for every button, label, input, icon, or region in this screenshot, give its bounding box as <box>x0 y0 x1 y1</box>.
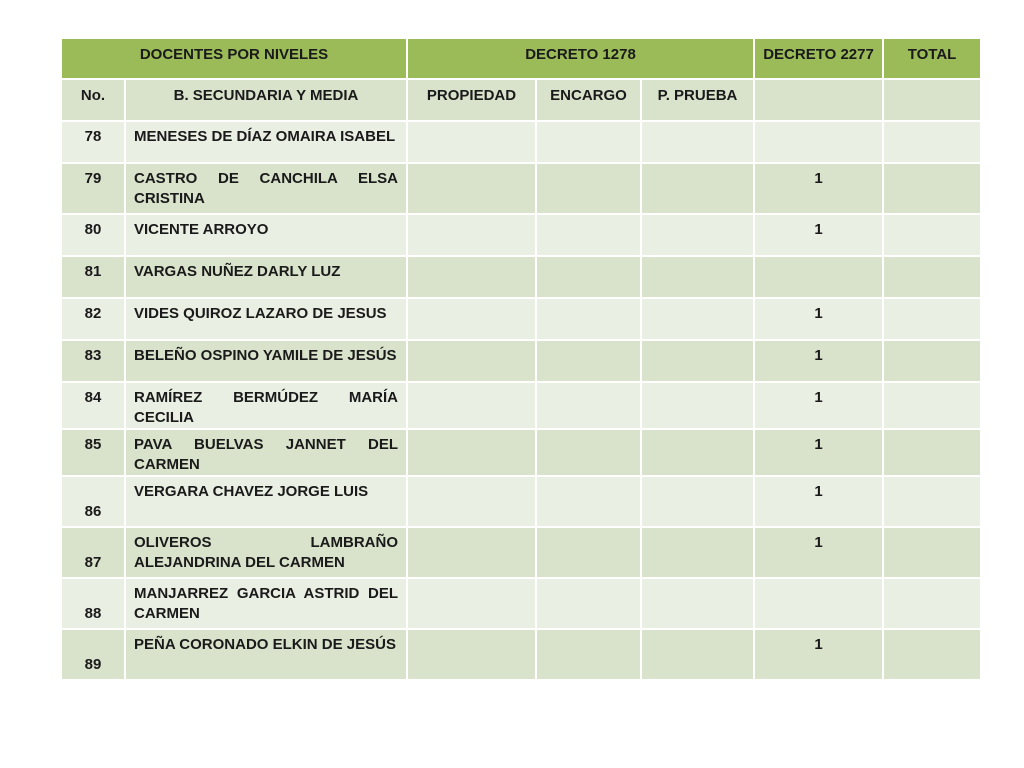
row-total <box>883 382 981 429</box>
row-p-prueba <box>641 527 754 578</box>
row-total <box>883 256 981 298</box>
row-total <box>883 429 981 476</box>
subheader-propiedad: PROPIEDAD <box>407 79 536 121</box>
row-decreto-2277: 1 <box>754 527 883 578</box>
header-docentes-por-niveles: DOCENTES POR NIVELES <box>61 38 407 79</box>
row-encargo <box>536 256 641 298</box>
row-decreto-2277: 1 <box>754 629 883 680</box>
table-row <box>61 256 981 298</box>
table-row <box>61 578 981 629</box>
row-number: 79 <box>61 163 125 214</box>
table-row <box>61 214 981 256</box>
row-p-prueba <box>641 476 754 527</box>
row-name: VIDES QUIROZ LAZARO DE JESUS <box>125 298 407 340</box>
row-propiedad <box>407 527 536 578</box>
row-name: CASTRO DE CANCHILA ELSA CRISTINA <box>125 163 407 214</box>
row-name: VICENTE ARROYO <box>125 214 407 256</box>
row-decreto-2277: 1 <box>754 340 883 382</box>
header-row <box>61 38 981 79</box>
row-name: PEÑA CORONADO ELKIN DE JESÚS <box>125 629 407 680</box>
row-propiedad <box>407 298 536 340</box>
row-encargo <box>536 578 641 629</box>
subheader-empty-total <box>883 79 981 121</box>
row-decreto-2277: 1 <box>754 476 883 527</box>
header-decreto-1278: DECRETO 1278 <box>407 38 754 79</box>
row-total <box>883 163 981 214</box>
header-decreto-2277: DECRETO 2277 <box>754 38 883 79</box>
row-total <box>883 340 981 382</box>
row-p-prueba <box>641 340 754 382</box>
row-encargo <box>536 121 641 163</box>
row-total <box>883 527 981 578</box>
table-row <box>61 298 981 340</box>
subheader-secundaria-media: B. SECUNDARIA Y MEDIA <box>125 79 407 121</box>
row-propiedad <box>407 214 536 256</box>
row-p-prueba <box>641 629 754 680</box>
row-encargo <box>536 476 641 527</box>
subheader-no: No. <box>61 79 125 121</box>
table-row <box>61 340 981 382</box>
row-propiedad <box>407 121 536 163</box>
table-row <box>61 629 981 680</box>
row-number: 80 <box>61 214 125 256</box>
row-name: OLIVEROS LAMBRAÑO ALEJANDRINA DEL CARMEN <box>125 527 407 578</box>
row-propiedad <box>407 578 536 629</box>
subheader-encargo: ENCARGO <box>536 79 641 121</box>
row-encargo <box>536 382 641 429</box>
row-total <box>883 578 981 629</box>
row-name: MENESES DE DÍAZ OMAIRA ISABEL <box>125 121 407 163</box>
row-number: 88 <box>61 578 125 629</box>
row-name: PAVA BUELVAS JANNET DEL CARMEN <box>125 429 407 476</box>
docentes-table <box>60 37 982 681</box>
row-encargo <box>536 340 641 382</box>
row-propiedad <box>407 429 536 476</box>
subheader-row <box>61 79 981 121</box>
row-number: 81 <box>61 256 125 298</box>
row-name: VARGAS NUÑEZ DARLY LUZ <box>125 256 407 298</box>
row-decreto-2277: 1 <box>754 163 883 214</box>
table-row <box>61 121 981 163</box>
row-p-prueba <box>641 121 754 163</box>
row-propiedad <box>407 476 536 527</box>
row-propiedad <box>407 163 536 214</box>
row-total <box>883 214 981 256</box>
row-number: 85 <box>61 429 125 476</box>
row-name: VERGARA CHAVEZ JORGE LUIS <box>125 476 407 527</box>
row-propiedad <box>407 629 536 680</box>
subheader-empty-2277 <box>754 79 883 121</box>
table-row <box>61 163 981 214</box>
table-row <box>61 382 981 429</box>
table-row <box>61 476 981 527</box>
row-name: BELEÑO OSPINO YAMILE DE JESÚS <box>125 340 407 382</box>
row-decreto-2277: 1 <box>754 298 883 340</box>
row-encargo <box>536 429 641 476</box>
row-encargo <box>536 214 641 256</box>
row-encargo <box>536 163 641 214</box>
subheader-p-prueba: P. PRUEBA <box>641 79 754 121</box>
row-propiedad <box>407 256 536 298</box>
row-number: 78 <box>61 121 125 163</box>
row-p-prueba <box>641 163 754 214</box>
row-decreto-2277 <box>754 121 883 163</box>
row-number: 82 <box>61 298 125 340</box>
row-propiedad <box>407 340 536 382</box>
row-name: RAMÍREZ BERMÚDEZ MARÍA CECILIA <box>125 382 407 429</box>
row-encargo <box>536 629 641 680</box>
row-number: 84 <box>61 382 125 429</box>
row-encargo <box>536 298 641 340</box>
table-row <box>61 527 981 578</box>
row-decreto-2277 <box>754 256 883 298</box>
row-number: 83 <box>61 340 125 382</box>
row-p-prueba <box>641 298 754 340</box>
row-decreto-2277: 1 <box>754 429 883 476</box>
row-number: 86 <box>61 476 125 527</box>
row-p-prueba <box>641 578 754 629</box>
row-encargo <box>536 527 641 578</box>
row-decreto-2277: 1 <box>754 382 883 429</box>
row-total <box>883 629 981 680</box>
header-total: TOTAL <box>883 38 981 79</box>
row-decreto-2277 <box>754 578 883 629</box>
row-number: 89 <box>61 629 125 680</box>
row-total <box>883 298 981 340</box>
row-p-prueba <box>641 429 754 476</box>
row-name: MANJARREZ GARCIA ASTRID DEL CARMEN <box>125 578 407 629</box>
row-total <box>883 476 981 527</box>
row-decreto-2277: 1 <box>754 214 883 256</box>
row-number: 87 <box>61 527 125 578</box>
table-row <box>61 429 981 476</box>
row-propiedad <box>407 382 536 429</box>
row-p-prueba <box>641 382 754 429</box>
row-total <box>883 121 981 163</box>
row-p-prueba <box>641 214 754 256</box>
row-p-prueba <box>641 256 754 298</box>
